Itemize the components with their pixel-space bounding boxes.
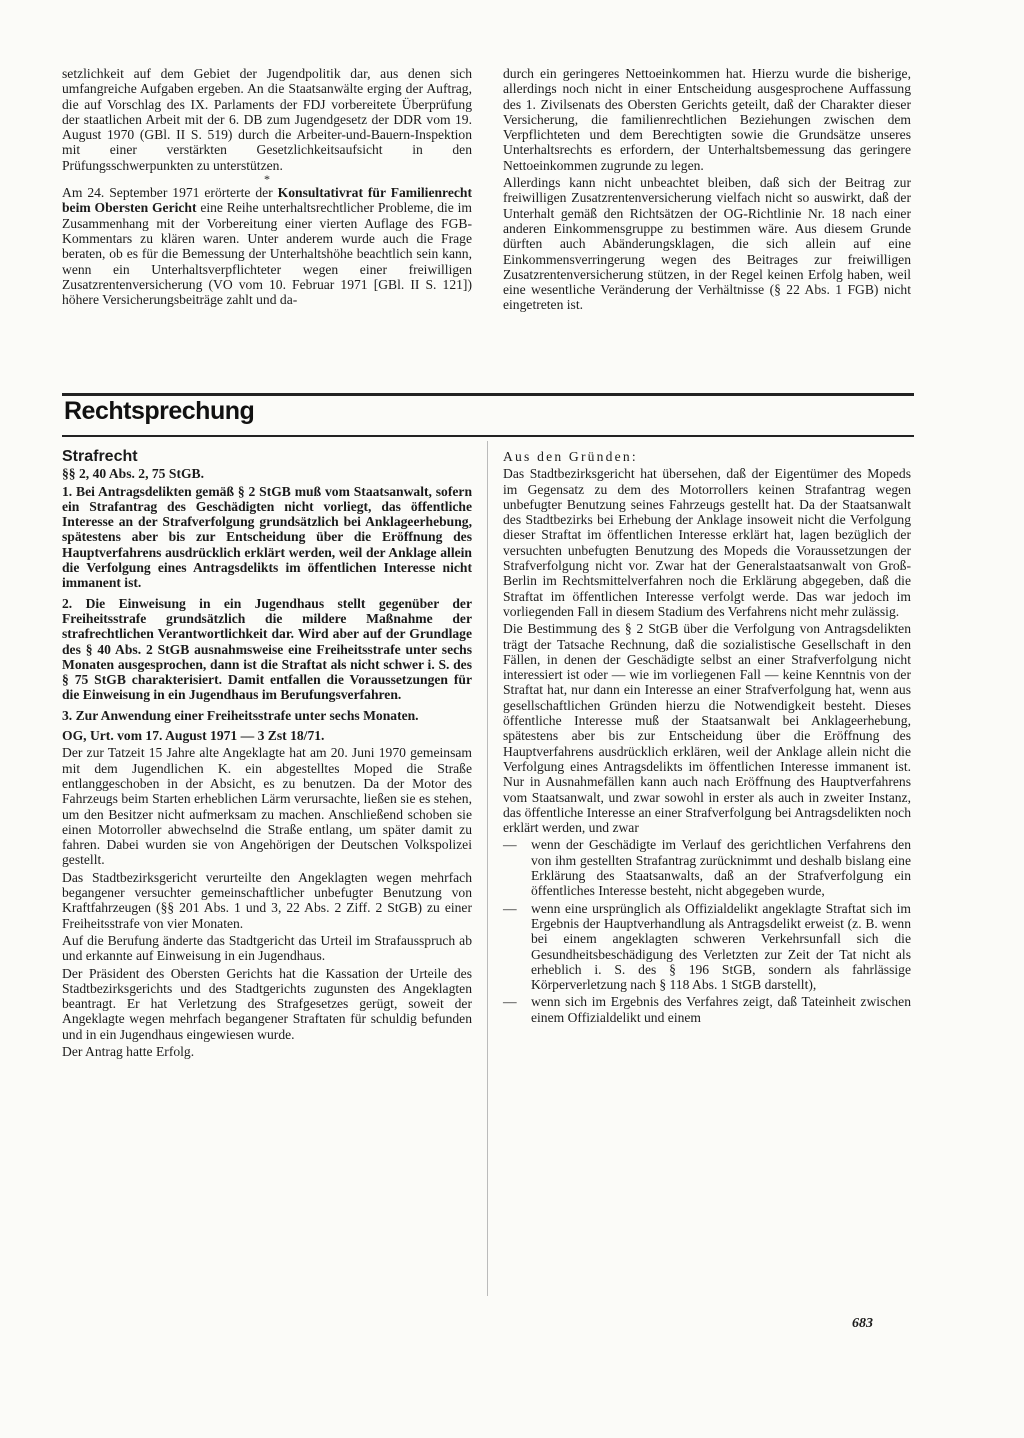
subsection-title: Strafrecht	[62, 448, 138, 465]
reasons-heading: Aus den Gründen:	[503, 449, 638, 464]
statute-reference: §§ 2, 40 Abs. 2, 75 StGB.	[62, 466, 205, 482]
list-item: — wenn sich im Ergebnis des Verfahres zeigt, daß Tateinheit zwischen einem Offizialdelikt und einem	[503, 994, 911, 1025]
section-rule-bottom	[62, 435, 914, 437]
bold-run: Konsultativrat für Familienrecht beim Obersten Gericht	[62, 185, 472, 216]
dash-list	[503, 837, 911, 1025]
headnote: 3. Zur Anwendung einer Freiheitsstrafe unter sechs Monaten.	[62, 707, 419, 723]
top-left-column	[62, 66, 472, 309]
top-right-column	[503, 66, 911, 315]
konsultativrat-paragraph	[62, 185, 472, 307]
continued-paragraph: setzlichkeit auf dem Gebiet der Jugendpolitik dar, aus denen sich umfangreiche Aufgaben ergeben. An die Staatsanwälte erging der Auftrag, die auf Vorschlag des IX. Parlaments der FDJ vorbereitete Überprüfung der staatlichen Arbeit mit der 6. DB zum Jugendgesetz der DDR vom 19. August 1970 (GBl. II S. 519) durch die Arbeiter-und-Bauern-Inspektion mit einer verstärkten Gesetzlichkeitsaufsicht in den Prüfungsschwerpunkten zu unterstützen.	[62, 66, 472, 173]
paragraph: Das Stadtbezirksgericht hat übersehen, daß der Eigentümer des Mopeds im Gegensatz zu dem des Motorrollers keinen Strafantrag wegen unbefugter Benutzung seines Fahrzeugs gestellt hat. Da der Staatsanwalt des Stadtbezirks bei Erhebung der Anklage insoweit nicht die Verfolgung dieser Straftat im öffentlichen Interesse erklärt hat, lagen bezüglich der versuchten unbefugten Benutzung des Mopeds die Voraussetzungen der Strafverfolgung nicht vor. Zwar hat der Generalstaatsanwalt von Groß-Berlin im Rechtsmittelverfahren noch die Erklärung abgegeben, daß die Straftat im öffentlichen Interesse verfolgt werde. Das war jedoch im vorliegenden Fall in diesem Stadium des Verfahrens nicht mehr zulässig.	[503, 466, 911, 619]
column-divider	[487, 441, 488, 1296]
paragraph: Auf die Berufung änderte das Stadtgericht das Urteil im Strafausspruch ab und erkannte auf Einweisung in ein Jugendhaus.	[62, 932, 472, 964]
section-rule-top	[62, 393, 914, 396]
page-number: 683	[852, 1316, 873, 1331]
paragraph: Der Antrag hatte Erfolg.	[62, 1043, 195, 1059]
headnote: 2. Die Einweisung in ein Jugendhaus stellt gegenüber der Freiheitsstrafe grundsätzlich die mildere Maßnahme der strafrechtlichen Verantwortlichkeit dar. Wird aber auf der Grundlage des § 40 Abs. 2 StGB ausnahmsweise eine Freiheitsstrafe unter sechs Monaten ausgesprochen, dann ist die Straftat als nicht schwer i. S. des § 75 StGB charakterisiert. Damit entfallen die Voraussetzungen für die Einweisung in ein Jugendhaus im Berufungsverfahren.	[62, 595, 472, 703]
paragraph: Der Präsident des Obersten Gerichts hat die Kassation der Urteile des Stadtbezirksgerichts und des Stadtgerichts zugunsten des Angeklagten beantragt. Er hat Verletzung des Strafgesetzes gerügt, soweit der Angeklagte wegen mehrfach begangener Straftaten für schuldig befunden und in ein Jugendhaus eingewiesen wurde.	[62, 965, 472, 1042]
headnotes	[62, 484, 472, 723]
paragraph: Allerdings kann nicht unbeachtet bleiben, daß sich der Beitrag zur freiwilligen Zusatzrentenversicherung vielfach nicht so auswirkt, daß der Unterhalt gemäß den Richtsätzen der OG-Richtlinie Nr. 18 nach einer anderen Einkommensgruppe zu bestimmen wäre. Aus diesem Grunde dürften auch Abänderungsklagen, die sich allein auf eine Einkommensverringerung wegen des Beitrages zur freiwilligen Zusatzrentenversicherung stützen, in der Regel keinen Erfolg haben, weil eine wesentliche Veränderung der Verhältnisse (§ 22 Abs. 1 FGB) nicht eingetreten ist.	[503, 175, 911, 313]
right-column	[503, 449, 911, 1027]
separator-star: *	[264, 172, 270, 187]
paragraph: Das Stadtbezirksgericht verurteilte den Angeklagten wegen mehrfach begangener versuchter gemeinschaftlicher unbefugter Benutzung von Kraftfahrzeugen (§§ 201 Abs. 1 und 3, 22 Abs. 2 Ziff. 2 StGB) zu einer Freiheitsstrafe von vier Monaten.	[62, 869, 472, 931]
list-item: — wenn eine ursprünglich als Offizialdelikt angeklagte Straftat sich im Ergebnis der Hauptverhandlung als Antragsdelikt erweist (z. B. wenn bei einem angeklagten schweren Verkehrsunfall sich die Gesundheitsbeschädigung des Verletzten zur Zeit der Tat nicht als erheblich i. S. des § 196 StGB, sondern als fahrlässige Körperverletzung nach § 118 Abs. 1 StGB darstellt),	[503, 901, 911, 993]
decision-reference: OG, Urt. vom 17. August 1971 — 3 Zst 18/71.	[62, 728, 325, 744]
text-run: eine Reihe unterhaltsrechtlicher Probleme, die im Zusammenhang mit der Vorbereitung einer vierten Auflage des FGB-Kommentars zu klären waren. Unter anderem wurde auch die Frage beraten, ob es für die Bemessung der Unterhaltshöhe beachtlich sein kann, wenn ein Unterhaltsverpflichteter wegen einer freiwilligen Zusatzrentenversicherung (VO vom 10. Februar 1971 [GBl. II S. 121]) höhere Versicherungsbeiträge zahlt und da-	[62, 200, 472, 308]
paragraph: Der zur Tatzeit 15 Jahre alte Angeklagte hat am 20. Juni 1970 gemeinsam mit dem Jugendlichen K. ein abgestelltes Moped die Straße entlanggeschoben in der Absicht, es zu benutzen. Da der Motor des Fahrzeugs beim Starten erheblichen Lärm verursachte, ließen sie es stehen, um den Besitzer nicht aufmerksam zu machen. Anschließend schoben sie einen Motorroller abwechselnd die Straße entlang, um später damit zu fahren. Dabei wurden sie von Angehörigen der Deutschen Volkspolizei gestellt.	[62, 745, 472, 868]
section-title: Rechtsprechung	[64, 397, 255, 425]
left-column	[62, 449, 472, 1061]
paragraph: durch ein geringeres Nettoeinkommen hat. Hierzu wurde die bisherige, allerdings noch nicht in einer Entscheidung ausgesprochene Auffassung des 1. Zivilsenats des Obersten Gerichts geteilt, daß der Charakter dieser Versicherung, die familienrechtlichen Beziehungen zwischen dem Verpflichteten und dem Berechtigten sowie die Grundsätze unseres Unterhaltsrechts es erfordern, der Unterhaltsbemessung das geringere Nettoeinkommen zugrunde zu legen.	[503, 66, 911, 173]
list-item: — wenn der Geschädigte im Verlauf des gerichtlichen Verfahrens den von ihm gestellten Strafantrag zurücknimmt und deshalb bislang eine Erklärung des Staatsanwalts, daß an der Strafverfolgung ein öffentliches Interesse besteht, nicht abgegeben wurde,	[503, 837, 911, 898]
text-run: Am 24. September 1971 erörterte der	[62, 185, 278, 201]
paragraph: Die Bestimmung des § 2 StGB über die Verfolgung von Antragsdelikten trägt der Tatsache Rechnung, daß die sozialistische Gesellschaft in den Fällen, in denen der Geschädigte selbst an einer Strafverfolgung nicht interessiert ist oder — wie im vorliegenen Fall — keine Kenntnis von der Straftat hat, nur dann ein Interesse an einer Strafverfolgung hat, wenn aus gesellschaftlichen Gründen hierzu die Notwendigkeit besteht. Dieses öffentliche Interesse muß der Staatsanwalt bei Anklageerhebung, spätestens aber bis zur Entscheidung über die Eröffnung des Hauptverfahrens ausdrücklich erklären, weil der Anklage allein nicht die Verfolgung eines Antragsdelikts im öffentlichen Interesse immanent ist. Nur in Ausnahmefällen kann auch nach Eröffnung des Hauptverfahrens vom Staatsanwalt, und zwar sowohl in erster als auch in zweiter Instanz, das öffentliche Interesse an einer Strafverfolgung bei Antragsdelikten noch erklärt werden, und zwar	[503, 621, 911, 836]
headnote: 1. Bei Antragsdelikten gemäß § 2 StGB muß vom Staatsanwalt, sofern ein Strafantrag des Geschädigten nicht vorliegt, das öffentliche Interesse an der Strafverfolgung grundsätzlich bei Anklageerhebung, spätestens aber bis zur Entscheidung über die Eröffnung des Hauptverfahrens ausdrücklich erklärt werden, weil der Anklage allein die Verfolgung eines Antragsdelikts im öffentlichen Interesse nicht immanent ist.	[62, 483, 472, 591]
